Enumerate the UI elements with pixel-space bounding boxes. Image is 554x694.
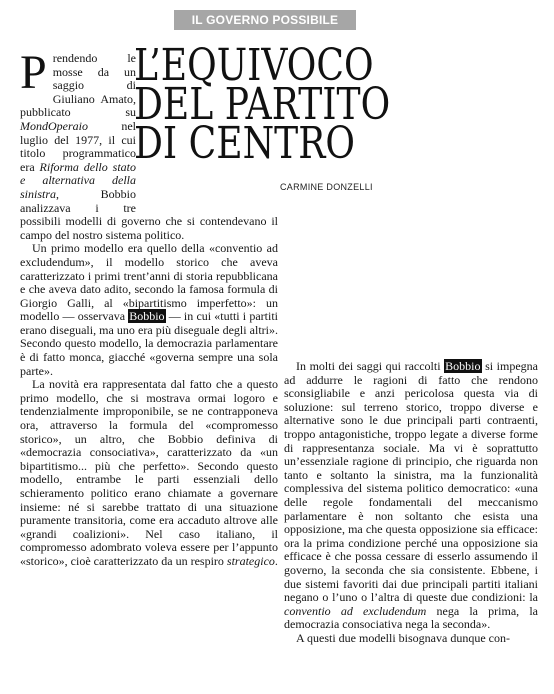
section-kicker-label: IL GOVERNO POSSIBILE [191, 13, 339, 27]
paragraph-5: A questi due modelli bisognava dunque con- [296, 630, 510, 645]
journal-name: MondOperaio [20, 118, 88, 133]
italic-phrase: conventio ad excludendum [284, 603, 427, 618]
headline-line-3: DI CENTRO [134, 118, 355, 169]
section-kicker [174, 10, 356, 30]
drop-cap: P [20, 46, 47, 99]
essay-title: Riforma dello stato e alternativa della sinistra [20, 159, 136, 201]
author-byline: CARMINE DONZELLI [280, 182, 373, 192]
headline-wrap-space [136, 52, 278, 204]
headline-line-1: L’EQUIVOCO [134, 40, 374, 91]
highlighted-name: Bobbio [129, 309, 165, 324]
paragraph-4: In molti dei saggi qui raccolti Bobbio si impegna ad addurre le ragioni di fatto che rendono sconsigliabile e anzi pericolosa questa via di soluzione: sul terreno storico, troppo diverse e alternative sono le due principali parti contraenti, troppo antagonistiche, troppo legate a diverse forme di rappresentanza sociale. Ma vi è soprattutto un’essenziale ragione di principio, che riguarda non tanto e soltanto la sinistra, ma la funzionalità complessiva del sistema politico democratico: «una delle regole fondamentali del meccanismo parlamentare è non soltanto che esista una opposizione, ma che questa opposizione sia efficace: ora la prima condizione perché una opposizione sia efficace è che possa cessare di esserlo assumendo il governo, la seconda che sia consistente. Ebbene, i due sistemi favoriti dai due principali partiti italiani negano o l’uno o l’altra di queste due condizioni: la conventio ad excludendum nega la prima, la democrazia consociativa nega la seconda». [284, 359, 538, 632]
article-column-right [284, 360, 538, 645]
headline-line-2: DEL PARTITO [134, 79, 391, 130]
paragraph-1: Prendendo le mosse da un saggio di Giuliano Amato, pubblicato su MondOperaio nel luglio del 1977, il cui titolo programmatico era Riforma dello stato e alternativa della sinistra, Bobbio analizzava i tre possibili modelli di governo che si contendevano il campo del nostro sistema politico. [20, 46, 278, 242]
highlighted-name: Bobbio [445, 359, 481, 373]
paragraph-2: Un primo modello era quello della «conventio ad excludendum», il modello storico che aveva caratterizzato i primi trent’anni di storia repubblicana e che aveva dato adito, secondo la famosa formula di Giorgio Galli, al «bipartitismo imperfetto»: un modello — osservava Bobbio — in cui «tutti i partiti erano diseguali, ma uno era più diseguale degli altri». Secondo questo modello, la democrazia parlamentare è di fatto monca, giacché «governa sempre una sola parte». [20, 241, 278, 378]
paragraph-3: La novità era rappresentata dal fatto che a questo primo modello, che si mostrava ormai logoro e tendenzialmente improponibile, se ne contrapponeva ora, attraverso la formula del «compromesso storico», un altro, che Bobbio definiva di «democrazia consociativa», caratterizzato da «un bipartitismo... più che perfetto». Secondo questo modello, entrambe le parti essenziali dello schieramento politico erano chiamate a governare insieme: né si sarebbe trattato di una situazione puramente transitoria, come era accaduto altrove alle «grandi coalizioni». Nel caso italiano, il compromesso adombrato voleva essere per l’appunto «storico», cioè caratterizzato da un respiro strategico. [20, 377, 278, 568]
